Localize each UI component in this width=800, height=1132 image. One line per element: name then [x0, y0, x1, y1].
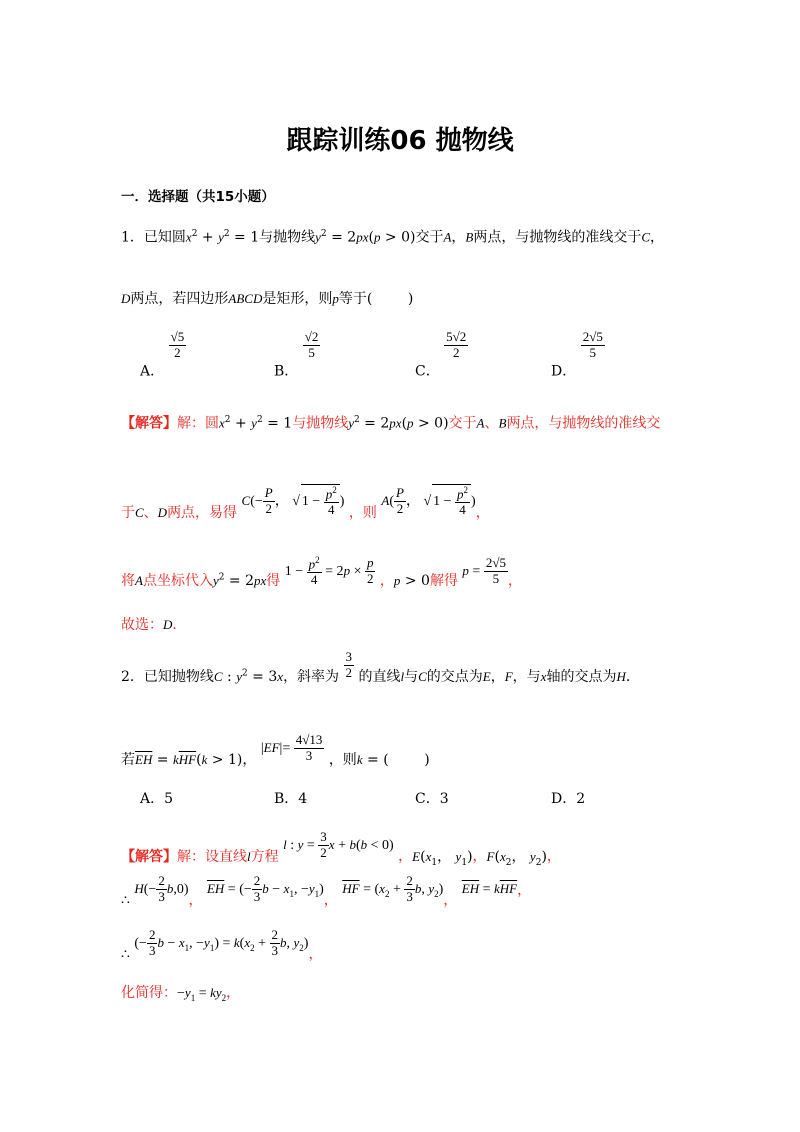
q2-option-a[interactable]: [140, 792, 173, 806]
q1-answer-line2: 于C、D两点，易得 C(− $\frac{P}{2}$ ， √ 1 − $\frac{p^2}{4}$ ) ，则 A( $\frac{P}{2}$ ， √ 1 − $\frac{p^2}{4}$ )，: [121, 485, 490, 521]
option-fraction: $\frac{√2}{5}$: [304, 329, 319, 360]
vector-relation: $\overline{EH} = k\overline{HF}$: [461, 880, 518, 897]
q1-option-b[interactable]: [274, 330, 320, 378]
q2-option-b[interactable]: [274, 792, 307, 806]
option-value: 2: [576, 791, 586, 807]
q1-option-d[interactable]: [551, 330, 605, 378]
q1-number: 1．: [121, 229, 144, 246]
q1-option-a[interactable]: [140, 330, 186, 378]
component-equation: (− $\frac{2}{3}$ $b - x_1$, $-y_1) = k(x_2$ + $\frac{2}{3}$ b, $y_2$): [134, 927, 309, 958]
page-title: 跟踪训练06 抛物线: [286, 126, 514, 156]
option-label: C．: [415, 363, 440, 380]
point-a-coords: A( $\frac{P}{2}$ ， √ 1 − $\frac{p^2}{4}$ ): [381, 485, 476, 518]
q1-stem-line1: 1．已知圆$x^2 + y^2 = 1$与抛物线$y^2 = 2px(p > 0)$交于A，B两点，与抛物线的准线交于C，: [121, 229, 665, 246]
option-label: D．: [551, 363, 577, 380]
q2-option-d[interactable]: [551, 792, 585, 806]
q1-answer-line4: 故选：D．: [121, 617, 187, 633]
line-equation: l : y = $\frac{3}{2}$ x + b(b < 0): [283, 829, 394, 860]
option-label: B．: [274, 791, 299, 807]
q2-stem-line2: 若$\overline{EH} = k\overline{HF}(k > 1)$， |EF|= $\frac{4√13}{3}$ ，则k = ( ): [121, 732, 430, 768]
q2-stem-line1: 2．已知抛物线C : $y^2 = 3x$，斜率为 $\frac{3}{2}$ 的直线l与C的交点为E，F，与x轴的交点为H．: [121, 649, 640, 686]
option-fraction: $\frac{√5}{2}$: [170, 329, 185, 360]
option-label: A．: [140, 363, 165, 380]
solution-p: p = $\frac{2√5}{5}$: [462, 555, 506, 587]
q2-option-c[interactable]: [415, 792, 449, 806]
q2-answer-line4: 化简得：$-y_1 = ky_2$，: [121, 985, 241, 1003]
vector-eh: $\overline{EH}$ = (− $\frac{2}{3}$ $b - x_1$, $-y_1$): [206, 873, 324, 904]
q1-stem-line2: D两点，若四边形ABCD是矩形，则p等于( ): [121, 291, 414, 307]
q2-answer-line2: ∴ H(− $\frac{2}{3}$ b,0)， $\overline{EH}$ = (− $\frac{2}{3}$ $b - x_1$, $-y_1$)， $\overline{HF} = (x_2$ + $\frac{2}{3}$ b, $y_2$)， $\overline{EH} = k\overline{HF}$，: [121, 873, 532, 909]
vector-hf: $\overline{HF} = (x_2$ + $\frac{2}{3}$ b, $y_2$): [342, 873, 444, 904]
q2-answer-line1: 【解答】解：设直线l方程 l : y = $\frac{3}{2}$ x + b(b < 0) ，$E(x_1$， $y_1$)，$F(x_2$， $y_2$)，: [121, 829, 561, 868]
section-heading: 一．选择题（共15小题）: [121, 189, 275, 205]
option-label: B．: [274, 363, 299, 380]
option-label: A．: [140, 791, 165, 807]
answer-tag: 【解答】: [121, 848, 177, 865]
q2-number: 2．: [121, 669, 144, 686]
option-label: C．: [415, 791, 440, 807]
q2-answer-line3: ∴ (− $\frac{2}{3}$ $b - x_1$, $-y_1) = k(x_2$ + $\frac{2}{3}$ b, $y_2$)，: [121, 927, 323, 963]
q1-option-c[interactable]: [415, 330, 468, 378]
option-fraction: $\frac{5√2}{2}$: [446, 329, 467, 360]
point-c-coords: C(− $\frac{P}{2}$ ， √ 1 − $\frac{p^2}{4}$ ): [241, 485, 345, 518]
point-h: H(− $\frac{2}{3}$ b,0): [134, 873, 189, 904]
option-value: 4: [298, 791, 308, 807]
q1-answer-line1: 【解答】解：圆$x^2 + y^2 = 1$与抛物线$y^2 = 2px(p > 0)$交于A、B两点，与抛物线的准线交: [121, 415, 661, 432]
option-label: D．: [551, 791, 577, 807]
answer-tag: 【解答】: [121, 415, 177, 432]
slope-fraction: $\frac{3}{2}$: [345, 649, 353, 680]
option-value: 5: [164, 791, 174, 807]
q1-answer-line3: 将A点坐标代入$y^2 = 2px$得 1 − $\frac{p^2}{4}$ = 2p × $\frac{p}{2}$ ，p > 0解得 p = $\frac{2√5}{5}$ ，: [121, 555, 522, 589]
option-value: 3: [439, 791, 449, 807]
option-fraction: $\frac{2√5}{5}$: [582, 329, 603, 360]
substitution-equation: 1 − $\frac{p^2}{4}$ = 2p × $\frac{p}{2}$: [284, 555, 374, 588]
